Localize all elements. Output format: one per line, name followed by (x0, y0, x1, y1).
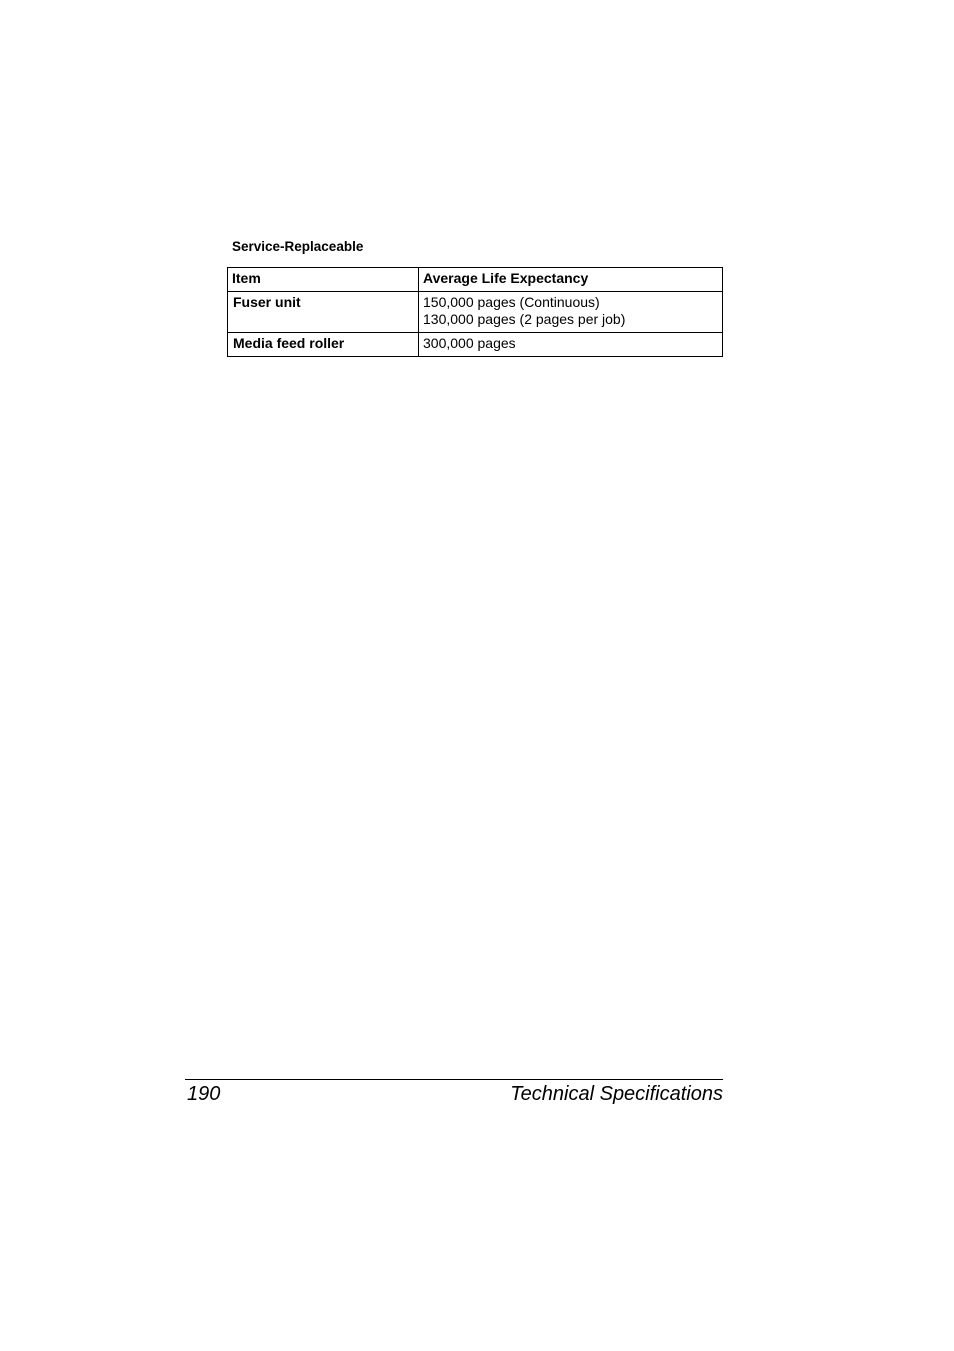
life-expectancy-cell (419, 292, 723, 333)
table-row (228, 333, 723, 357)
column-header-item: Item (228, 268, 419, 292)
item-cell: Fuser unit (228, 292, 419, 333)
column-header-life-expectancy: Average Life Expectancy (419, 268, 723, 292)
life-expectancy-cell (419, 333, 723, 357)
section-heading: Service-Replaceable (232, 239, 364, 254)
service-replaceable-table (227, 267, 723, 357)
footer-divider (185, 1079, 723, 1080)
table-row (228, 292, 723, 333)
page-number: 190 (187, 1083, 221, 1105)
item-cell: Media feed roller (228, 333, 419, 357)
life-expectancy-value: 300,000 pages (423, 335, 516, 351)
life-expectancy-value: 150,000 pages (Continuous) (423, 294, 600, 310)
table-header-row (228, 268, 723, 292)
footer-chapter-title: Technical Specifications (510, 1083, 723, 1105)
life-expectancy-value: 130,000 pages (2 pages per job) (423, 311, 626, 327)
